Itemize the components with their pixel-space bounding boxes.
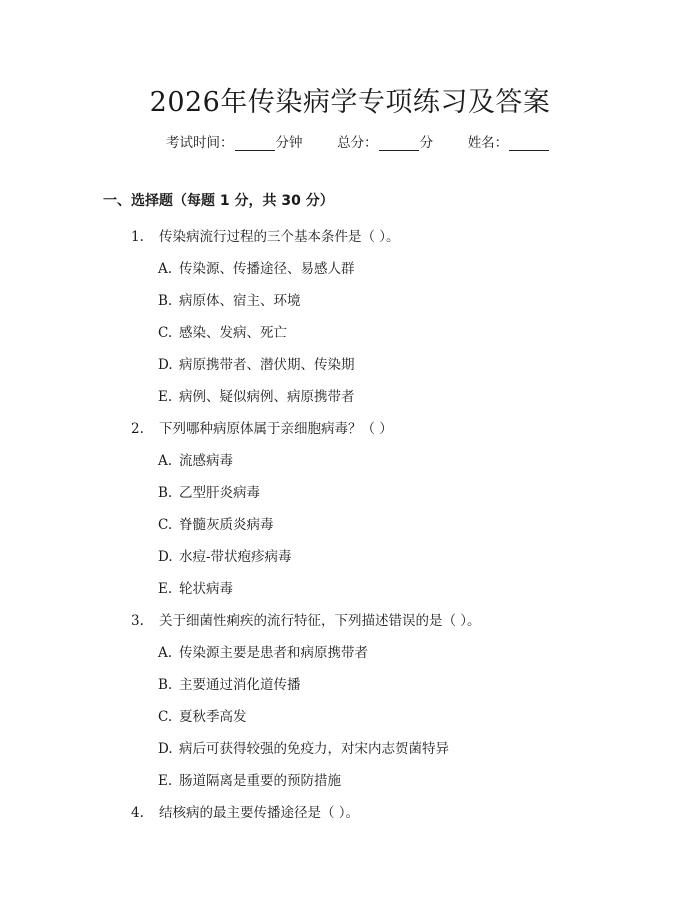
question-1-option-d	[158, 353, 355, 373]
option-text: 夏秋季高发	[179, 709, 247, 725]
question-3-option-d	[158, 737, 449, 757]
question-4	[131, 801, 359, 821]
option-letter: E.	[158, 581, 173, 597]
option-letter: A.	[158, 645, 173, 661]
question-number: 2.	[131, 421, 144, 437]
question-text: 传染病流行过程的三个基本条件是（ ）。	[159, 229, 400, 245]
option-letter: C.	[158, 517, 173, 533]
option-text: 病原携带者、潜伏期、传染期	[179, 357, 355, 373]
option-text: 主要通过消化道传播	[179, 677, 301, 693]
section-heading: 一、选择题（每题 1 分，共 30 分）	[103, 193, 334, 209]
option-text: 水痘-带状疱疹病毒	[179, 549, 292, 565]
question-1-option-a	[158, 257, 355, 277]
question-3	[131, 609, 481, 629]
question-3-option-a	[158, 641, 368, 661]
option-text: 病后可获得较强的免疫力，对宋内志贺菌特异	[179, 741, 449, 757]
student-name-blank	[509, 136, 549, 151]
question-2-option-b	[158, 481, 260, 501]
exam-time-field	[166, 131, 303, 151]
option-text: 轮状病毒	[179, 581, 233, 597]
question-number: 4.	[131, 805, 144, 821]
question-1-option-e	[158, 385, 355, 405]
option-letter: D.	[158, 741, 173, 757]
question-1	[131, 225, 400, 245]
question-text: 下列哪种病原体属于亲细胞病毒？（ ）	[159, 421, 393, 437]
question-1-option-b	[158, 289, 301, 309]
option-letter: C.	[158, 709, 173, 725]
question-2-option-d	[158, 545, 292, 565]
option-text: 肠道隔离是重要的预防措施	[179, 773, 341, 789]
option-letter: B.	[158, 485, 173, 501]
page-title: 2026年传染病学专项练习及答案	[149, 87, 551, 118]
option-letter: B.	[158, 677, 173, 693]
student-name-field	[468, 131, 551, 151]
question-number: 1.	[131, 229, 144, 245]
option-text: 感染、发病、死亡	[179, 325, 287, 341]
option-letter: A.	[158, 453, 173, 469]
question-2-option-c	[158, 513, 274, 533]
question-text: 结核病的最主要传播途径是（ ）。	[159, 805, 360, 821]
option-text: 脊髓灰质炎病毒	[179, 517, 274, 533]
option-letter: E.	[158, 389, 173, 405]
total-score-field	[337, 131, 433, 151]
question-3-option-b	[158, 673, 301, 693]
question-2	[131, 417, 393, 437]
option-text: 传染源主要是患者和病原携带者	[179, 645, 368, 661]
exam-meta-line	[166, 131, 550, 151]
option-text: 病例、疑似病例、病原携带者	[179, 389, 355, 405]
option-letter: A.	[158, 261, 173, 277]
total-score-unit: 分	[419, 135, 434, 151]
question-3-option-e	[158, 769, 341, 789]
question-text: 关于细菌性痢疾的流行特征，下列描述错误的是（ ）。	[159, 613, 481, 629]
option-text: 病原体、宿主、环境	[179, 293, 301, 309]
exam-time-blank	[235, 136, 275, 151]
question-number: 3.	[131, 613, 144, 629]
total-score-blank	[379, 136, 419, 151]
option-text: 流感病毒	[179, 453, 233, 469]
option-text: 乙型肝炎病毒	[179, 485, 260, 501]
option-letter: D.	[158, 549, 173, 565]
option-letter: B.	[158, 293, 173, 309]
option-text: 传染源、传播途径、易感人群	[179, 261, 355, 277]
total-score-label: 总分：	[337, 135, 378, 151]
student-name-label: 姓名：	[467, 135, 509, 151]
option-letter: D.	[158, 357, 173, 373]
exam-time-unit: 分钟	[275, 135, 303, 151]
exam-time-label: 考试时间：	[166, 135, 234, 151]
question-1-option-c	[158, 321, 287, 341]
option-letter: E.	[158, 773, 173, 789]
question-3-option-c	[158, 705, 247, 725]
option-letter: C.	[158, 325, 173, 341]
question-2-option-a	[158, 449, 233, 469]
question-2-option-e	[158, 577, 233, 597]
